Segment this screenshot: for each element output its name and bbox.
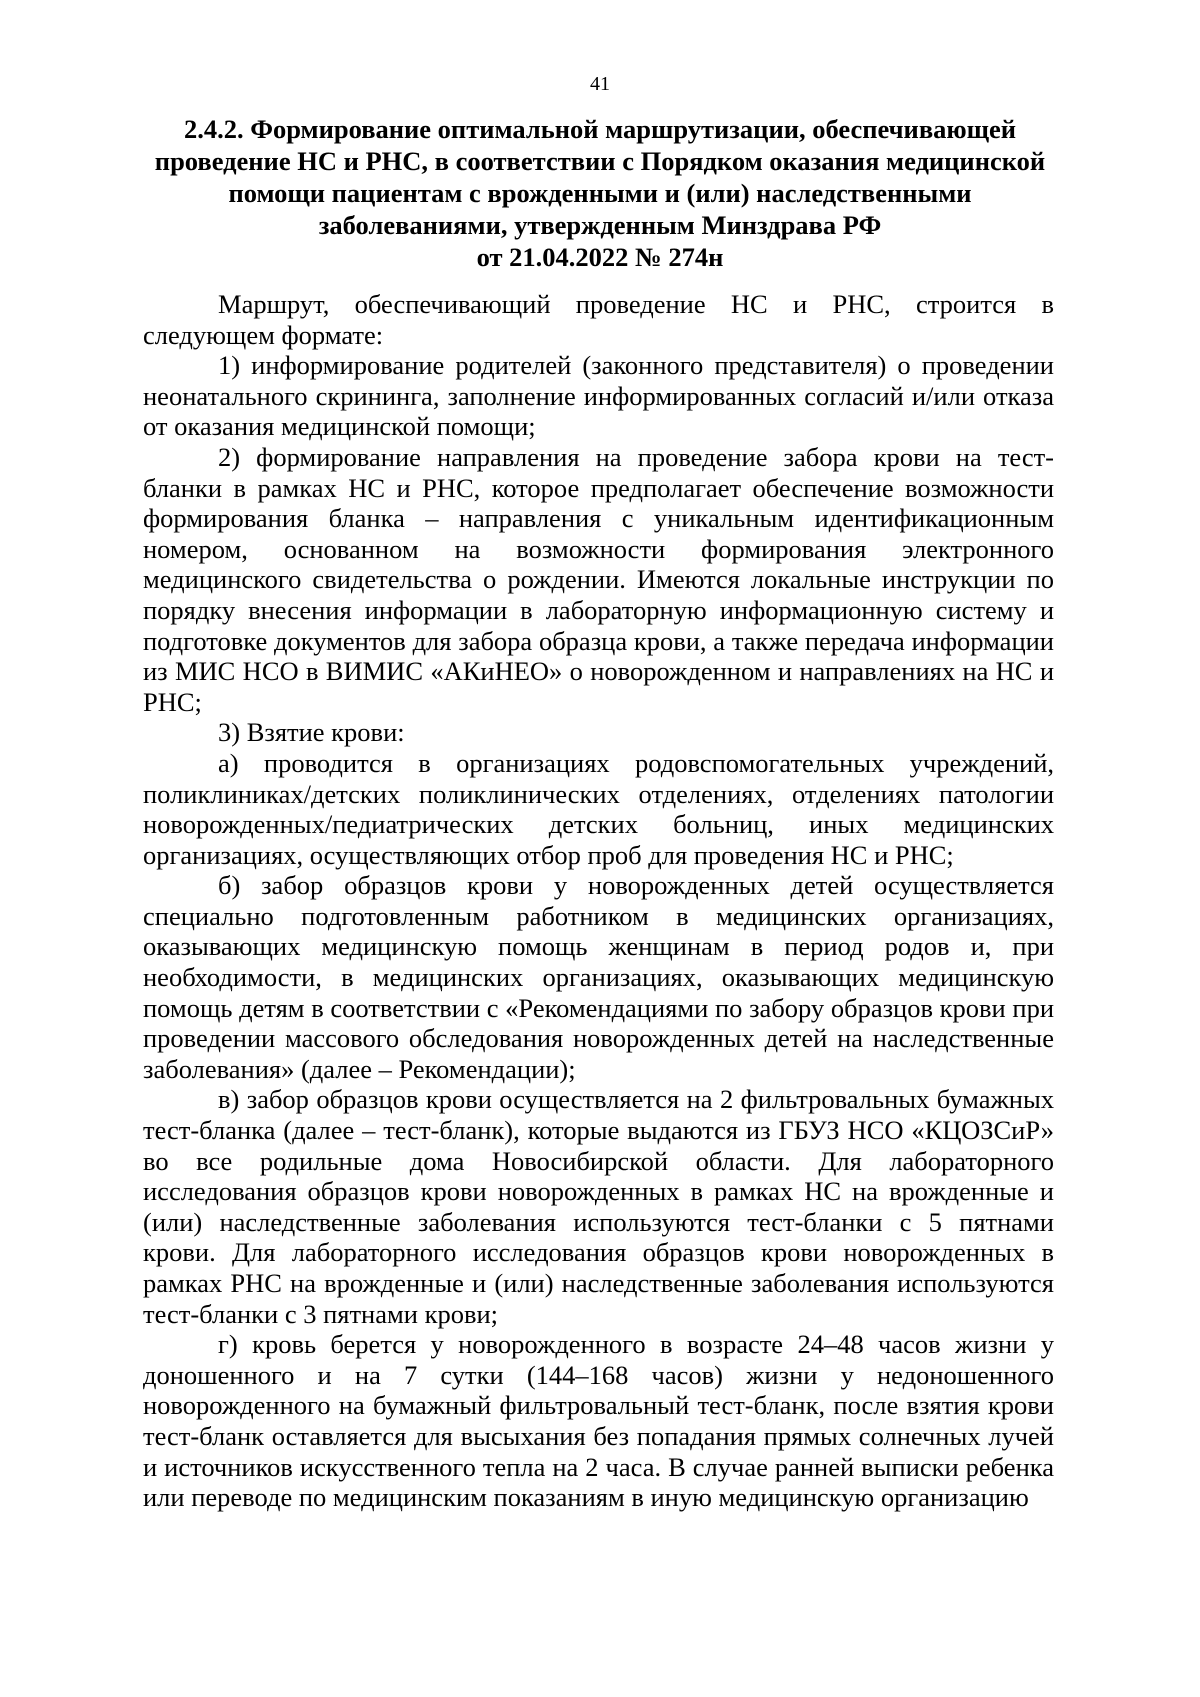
heading-line: заболеваниями, утвержденным Минздрава РФ [318, 210, 882, 240]
heading-line: помощи пациентам с врожденными и (или) наследственными [228, 178, 972, 208]
paragraph-intro: Маршрут, обеспечивающий проведение НС и РНС, строится в следующем формате: [143, 289, 1054, 350]
heading-line: проведение НС и РНС, в соответствии с Порядком оказания медицинской [154, 146, 1046, 176]
paragraph-item-3a: а) проводится в организациях родовспомогательных учреждений, поликлиниках/детских поликлинических отделениях, отделениях патологии новорожденных/педиатрических детских больниц, иных медицинских организациях, осуществляющих отбор проб для проведения НС и РНС; [143, 747, 1054, 870]
page-number: 41 [590, 73, 610, 95]
paragraph-item-3b: б) забор образцов крови у новорожденных детей осуществляется специально подготовленным работником в медицинских организациях, оказывающих медицинскую помощь женщинам в период родов и, при необходимости, в медицинских организациях, оказывающих медицинскую помощь детям в соответствии с «Рекомендациями по забору образцов крови при проведении массового обследования новорожденных детей на наследственные заболевания» (далее – Рекомендации); [143, 870, 1054, 1084]
heading-line: 2.4.2. Формирование оптимальной маршрутизации, обеспечивающей [183, 114, 1017, 144]
paragraph-item-3d: г) кровь берется у новорожденного в возрасте 24–48 часов жизни у доношенного и на 7 сутки (144–168 часов) жизни у недоношенного новорожденного на бумажный фильтровальный тест-бланк, после взятия крови тест-бланк оставляется для высыхания без попадания прямых солнечных лучей и источников искусственного тепла на 2 часа. В случае ранней выписки ребенка или переводе по медицинским показаниям в иную медицинскую организацию [143, 1329, 1054, 1513]
body-text [143, 289, 1054, 1513]
paragraph-item-3: 3) Взятие крови: [218, 717, 405, 748]
section-heading [150, 113, 1050, 273]
paragraph-item-3c: в) забор образцов крови осуществляется на 2 фильтровальных бумажных тест-бланка (далее – тест-бланк), которые выдаются из ГБУЗ НСО «КЦОЗСиР» во все родильные дома Новосибирской области. Для лабораторного исследования образцов крови новорожденных в рамках НС на врожденные и (или) наследственные заболевания используются тест-бланки с 5 пятнами крови. Для лабораторного исследования образцов крови новорожденных в рамках РНС на врожденные и (или) наследственные заболевания используются тест-бланки с 3 пятнами крови; [143, 1084, 1054, 1329]
paragraph-item-2: 2) формирование направления на проведение забора крови на тест-бланки в рамках НС и РНС, которое предполагает обеспечение возможности формирования бланка – направления с уникальным идентификационным номером, основанном на возможности формирования электронного медицинского свидетельства о рождении. Имеются локальные инструкции по порядку внесения информации в лабораторную информационную систему и подготовке документов для забора образца крови, а также передача информации из МИС НСО в ВИМИС «АКиНЕО» о новорожденном и направлениях на НС и РНС; [143, 441, 1054, 717]
paragraph-item-1: 1) информирование родителей (законного представителя) о проведении неонатального скрининга, заполнение информированных согласий и/или отказа от оказания медицинской помощи; [143, 350, 1054, 442]
heading-line: от 21.04.2022 № 274н [476, 242, 724, 272]
